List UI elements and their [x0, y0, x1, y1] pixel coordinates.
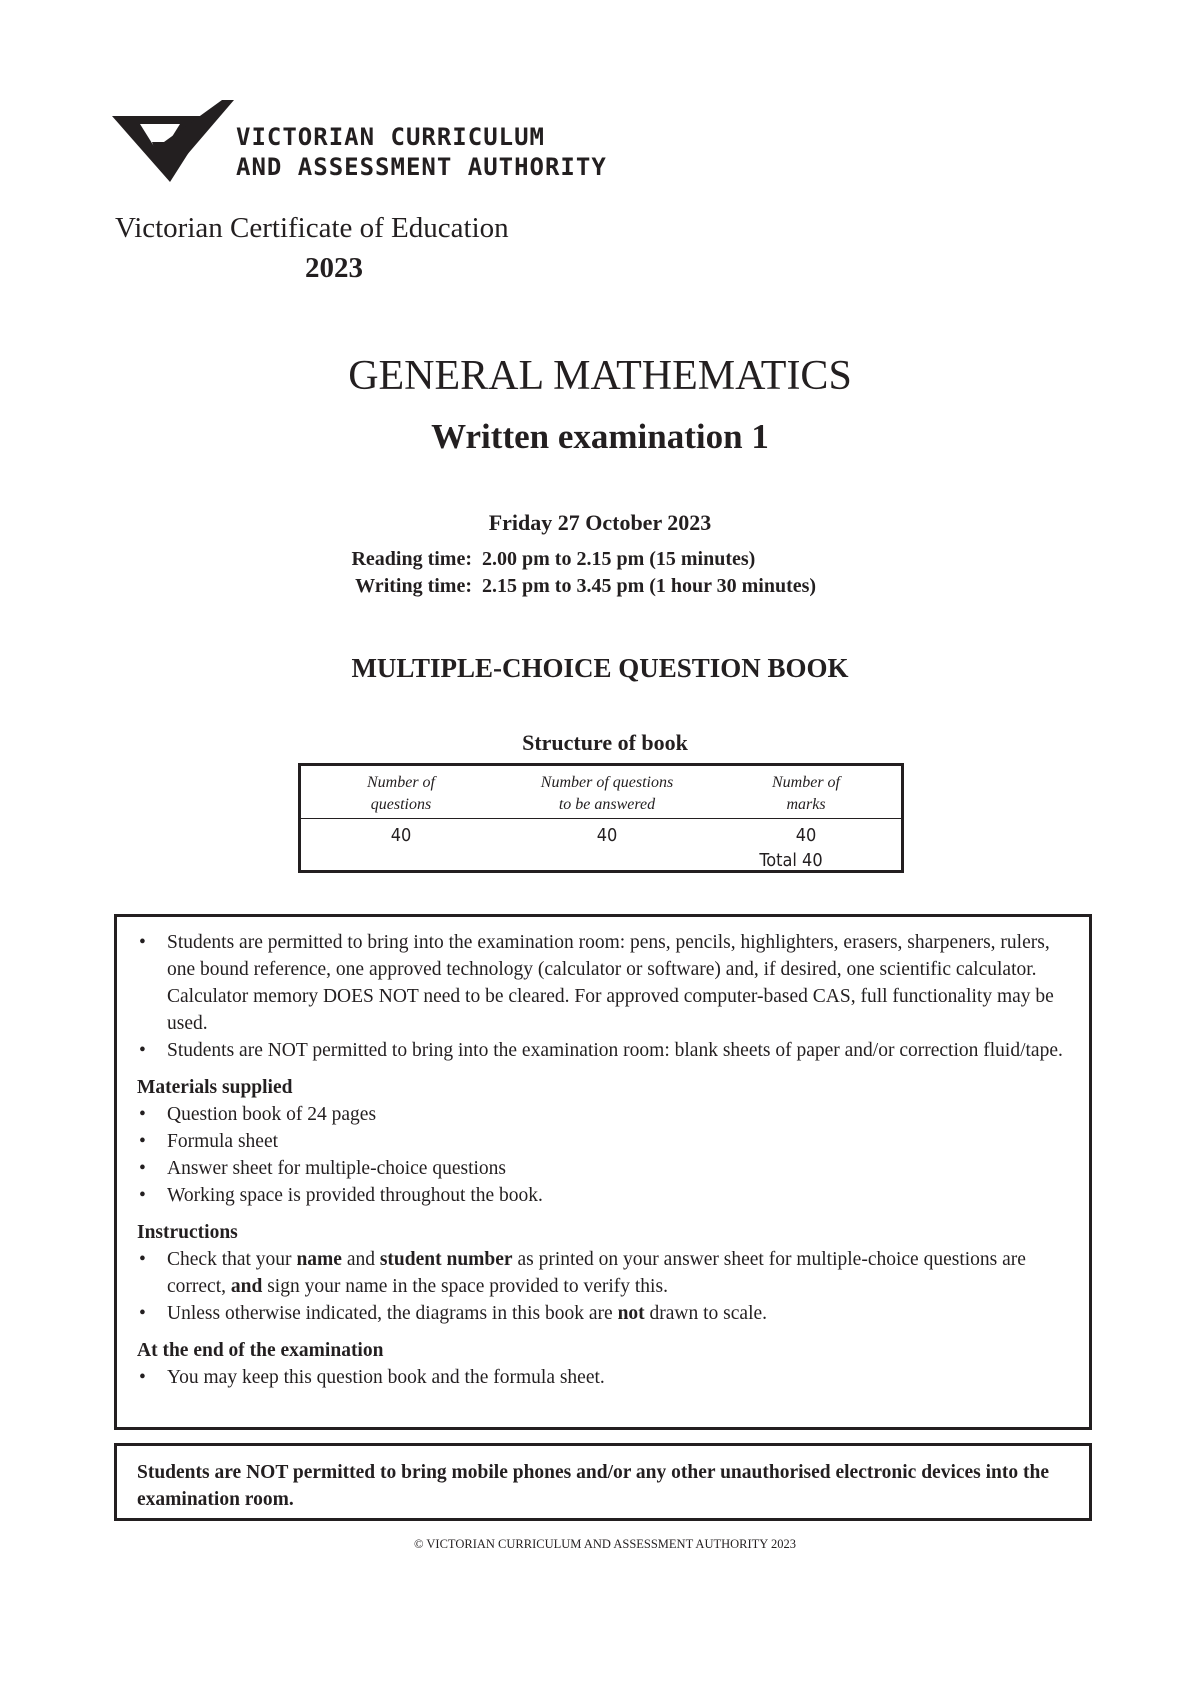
list-item: • Students are permitted to bring into the examination room: pens, pencils, highlighters, erasers, sharpeners, rulers, one bound reference, one approved technology (calculator or software) and, if desired, one scientific calculator. Calculator memory DOES NOT need to be cleared. For approved computer-based CAS, full functionality may be used. — [137, 929, 1075, 1037]
bold-run: name — [296, 1249, 342, 1270]
bold-run: student number — [379, 1249, 513, 1270]
reading-time-row — [0, 548, 1200, 576]
end-of-exam-heading: At the end of the examination — [137, 1340, 384, 1361]
structure-header-row — [301, 766, 901, 819]
book-title: MULTIPLE-CHOICE QUESTION BOOK — [351, 653, 849, 683]
text-run: sign your name in the space provided to verify this. — [262, 1276, 668, 1297]
header-number-of-questions — [301, 772, 501, 816]
structure-title: Structure of book — [522, 730, 688, 755]
header-line: marks — [786, 796, 826, 813]
list-item: • Answer sheet for multiple-choice questions — [137, 1155, 1075, 1182]
cell-number-of-marks: 40 — [795, 825, 817, 846]
writing-time-label: Writing time: — [355, 575, 472, 597]
instructions-box — [114, 914, 1092, 1430]
exam-title: Written examination 1 — [431, 417, 769, 456]
cell-number-of-questions: 40 — [390, 825, 412, 846]
cell-questions-to-answer: 40 — [596, 825, 618, 846]
list-item: • Working space is provided throughout the book. — [137, 1182, 1075, 1209]
text-run: Unless otherwise indicated, the diagrams in this book are — [167, 1303, 618, 1324]
reading-time-label: Reading time: — [351, 548, 472, 570]
list-item — [137, 1246, 1075, 1300]
certificate-title: Victorian Certificate of Education — [115, 212, 509, 244]
list-item — [137, 1300, 1075, 1327]
vcaa-logo-icon — [112, 100, 242, 182]
writing-time-value: 2.15 pm to 3.45 pm (1 hour 30 minutes) — [482, 575, 817, 597]
text-run: drawn to scale. — [644, 1303, 768, 1324]
copyright-notice: © VICTORIAN CURRICULUM AND ASSESSMENT AUTHORITY 2023 — [414, 1537, 796, 1551]
structure-table — [298, 763, 904, 873]
vcaa-logo-text — [236, 122, 607, 182]
bold-run: not — [617, 1303, 645, 1324]
cell-total-marks: Total 40 — [759, 850, 823, 871]
exam-date: Friday 27 October 2023 — [488, 510, 712, 535]
text-run: as printed on your answer sheet for multiple-choice questions are correct, — [167, 1249, 1026, 1297]
materials-heading: Materials supplied — [137, 1077, 293, 1098]
header-questions-to-answer — [501, 772, 713, 816]
certificate-year: 2023 — [305, 252, 363, 284]
list-item: • Students are NOT permitted to bring into the examination room: blank sheets of paper and/or correction fluid/tape. — [137, 1037, 1075, 1064]
header-line: questions — [370, 796, 432, 813]
list-item: • You may keep this question book and the formula sheet. — [137, 1364, 1075, 1391]
text-run: Check that your — [167, 1249, 297, 1270]
text-run: and — [341, 1249, 380, 1270]
header-line: to be answered — [558, 796, 656, 813]
warning-text: Students are NOT permitted to bring mobile phones and/or any other unauthorised electronic devices into the examination room. — [137, 1462, 1050, 1510]
reading-time-value: 2.00 pm to 2.15 pm (15 minutes) — [482, 548, 756, 570]
list-item: • Formula sheet — [137, 1128, 1075, 1155]
logo-line-2: AND ASSESSMENT AUTHORITY — [236, 153, 607, 181]
bold-run: and — [230, 1276, 263, 1297]
logo-line-1: VICTORIAN CURRICULUM — [236, 123, 545, 151]
exam-subject: GENERAL MATHEMATICS — [348, 353, 852, 399]
writing-time-row — [0, 575, 1200, 603]
list-item: • Question book of 24 pages — [137, 1101, 1075, 1128]
header-number-of-marks — [711, 772, 901, 816]
header-line: Number of — [367, 774, 435, 791]
header-line: Number of questions — [540, 774, 674, 791]
instructions-heading: Instructions — [137, 1222, 238, 1243]
warning-box — [114, 1443, 1092, 1521]
header-line: Number of — [772, 774, 840, 791]
